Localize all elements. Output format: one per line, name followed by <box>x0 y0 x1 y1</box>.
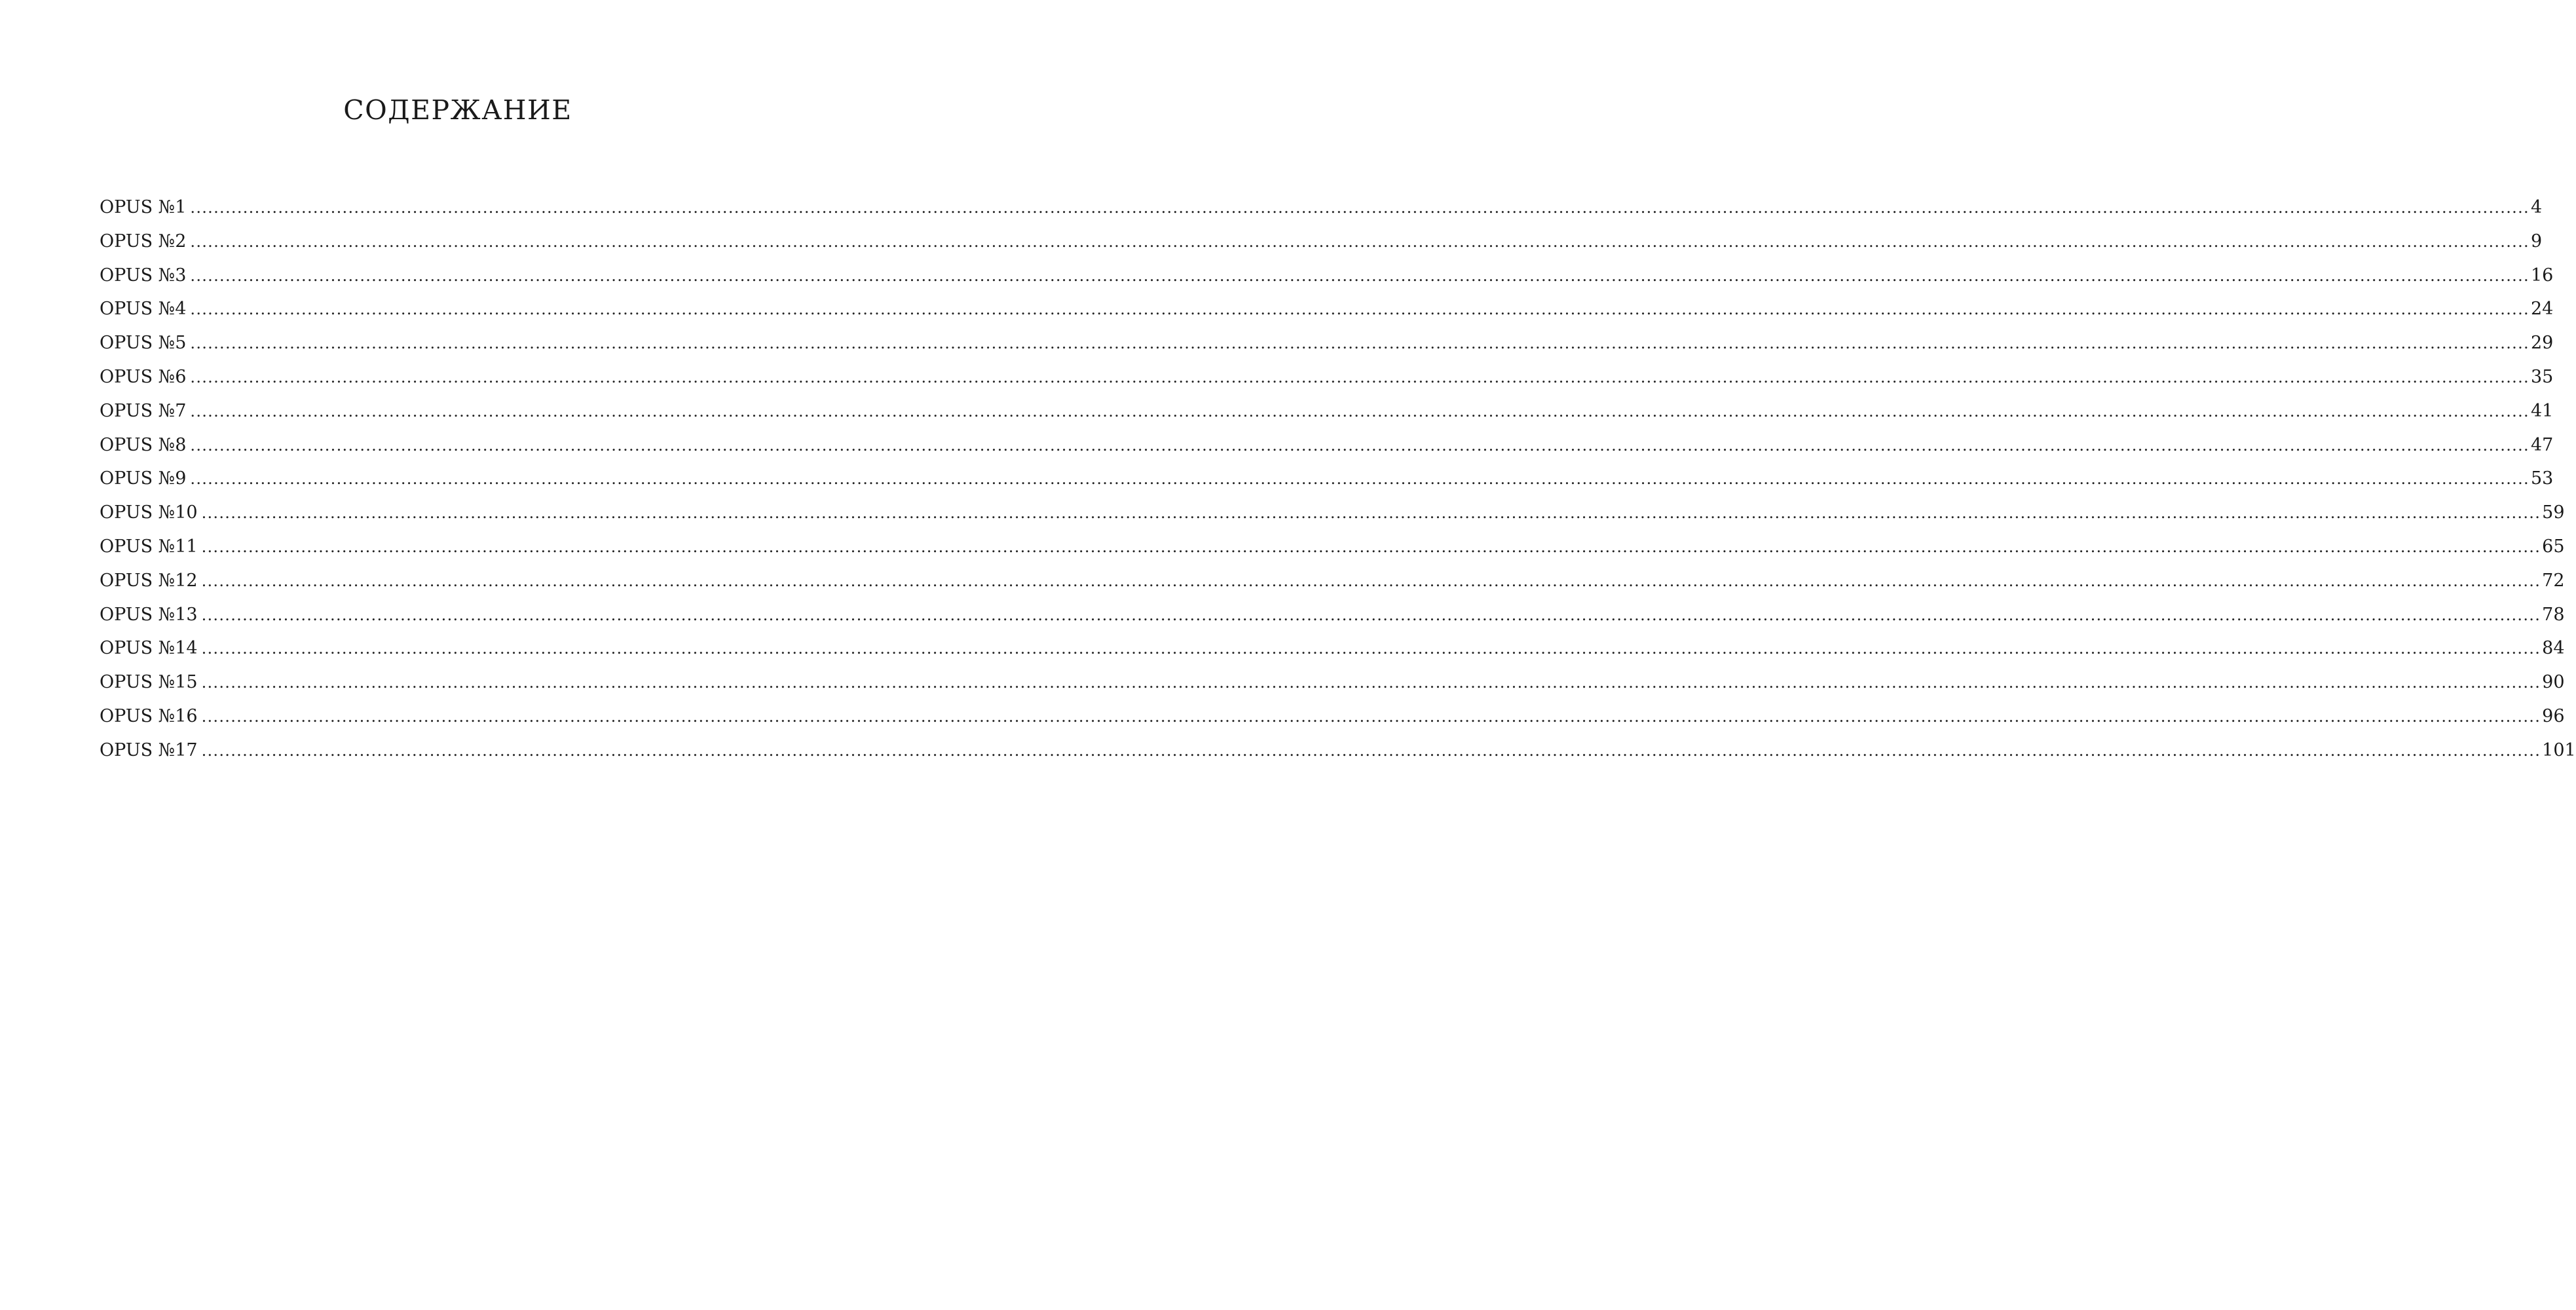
toc-entry-label: OPUS №12 <box>100 570 198 591</box>
toc-dot-leader: ................................................................................................................................................................................................................................................................................................................................................................................................................ <box>190 470 2529 489</box>
toc-entry-label: OPUS №6 <box>100 366 187 387</box>
toc-entry-page-number: 72 <box>2542 570 2565 591</box>
toc-dot-leader: ................................................................................................................................................................................................................................................................................................................................................................................................................ <box>201 639 2541 658</box>
toc-entry-page-number: 65 <box>2542 536 2565 557</box>
toc-entry-page-number: 16 <box>2530 265 2554 286</box>
toc-entry-page-number: 90 <box>2542 672 2565 693</box>
toc-entry-label: OPUS №14 <box>100 638 198 659</box>
table-of-contents <box>100 195 2576 772</box>
toc-entry-page-number: 35 <box>2530 366 2554 387</box>
toc-entry-label: OPUS №2 <box>100 231 187 252</box>
toc-entry <box>100 500 2565 534</box>
toc-entry-page-number: 4 <box>2530 197 2543 217</box>
toc-entry <box>100 330 2554 364</box>
toc-entry <box>100 195 2543 229</box>
toc-entry-page-number: 84 <box>2542 638 2565 659</box>
toc-dot-leader: ................................................................................................................................................................................................................................................................................................................................................................................................................ <box>190 266 2529 285</box>
toc-entry-page-number: 41 <box>2530 400 2554 421</box>
toc-entry-page-number: 24 <box>2530 299 2554 320</box>
toc-entry <box>100 296 2554 330</box>
toc-entry <box>100 466 2554 500</box>
toc-dot-leader: ................................................................................................................................................................................................................................................................................................................................................................................................................ <box>190 436 2529 455</box>
toc-entry <box>100 534 2565 568</box>
toc-entry-page-number: 53 <box>2530 468 2554 489</box>
toc-entry <box>100 703 2565 738</box>
toc-entry <box>100 602 2565 636</box>
toc-entry-label: OPUS №13 <box>100 604 198 625</box>
toc-dot-leader: ................................................................................................................................................................................................................................................................................................................................................................................................................ <box>190 367 2529 386</box>
toc-entry <box>100 263 2554 297</box>
toc-entry <box>100 669 2565 703</box>
toc-entry-page-number: 29 <box>2530 333 2554 354</box>
toc-entry-label: OPUS №5 <box>100 333 187 354</box>
toc-entry-page-number: 59 <box>2542 502 2565 523</box>
toc-dot-leader: ................................................................................................................................................................................................................................................................................................................................................................................................................ <box>190 402 2529 421</box>
toc-entry-page-number: 78 <box>2542 604 2565 625</box>
toc-dot-leader: ................................................................................................................................................................................................................................................................................................................................................................................................................ <box>190 334 2529 353</box>
toc-entry-label: OPUS №10 <box>100 502 198 523</box>
toc-entry <box>100 635 2565 669</box>
toc-dot-leader: ................................................................................................................................................................................................................................................................................................................................................................................................................ <box>190 232 2529 251</box>
toc-entry-label: OPUS №16 <box>100 705 198 726</box>
toc-entry-page-number: 101 <box>2542 739 2576 760</box>
toc-dot-leader: ................................................................................................................................................................................................................................................................................................................................................................................................................ <box>190 300 2529 319</box>
toc-entry <box>100 229 2543 263</box>
toc-entry-label: OPUS №11 <box>100 536 198 557</box>
toc-dot-leader: ................................................................................................................................................................................................................................................................................................................................................................................................................ <box>201 537 2541 556</box>
toc-dot-leader: ................................................................................................................................................................................................................................................................................................................................................................................................................ <box>201 504 2541 523</box>
toc-entry <box>100 568 2565 602</box>
toc-entry-label: OPUS №17 <box>100 739 198 760</box>
toc-entry <box>100 432 2554 466</box>
toc-entry-label: OPUS №4 <box>100 299 187 320</box>
toc-dot-leader: ................................................................................................................................................................................................................................................................................................................................................................................................................ <box>201 605 2541 624</box>
toc-entry-label: OPUS №7 <box>100 400 187 421</box>
toc-entry-label: OPUS №3 <box>100 265 187 286</box>
toc-entry-label: OPUS №8 <box>100 434 187 455</box>
toc-entry-page-number: 9 <box>2530 231 2543 252</box>
toc-entry-label: OPUS №9 <box>100 468 187 489</box>
toc-dot-leader: ................................................................................................................................................................................................................................................................................................................................................................................................................ <box>190 198 2529 217</box>
toc-entry-label: OPUS №1 <box>100 197 187 217</box>
toc-dot-leader: ................................................................................................................................................................................................................................................................................................................................................................................................................ <box>201 673 2541 692</box>
toc-dot-leader: ................................................................................................................................................................................................................................................................................................................................................................................................................ <box>201 707 2541 726</box>
toc-entry-label: OPUS №15 <box>100 672 198 693</box>
toc-entry <box>100 364 2554 398</box>
toc-entry-page-number: 96 <box>2542 705 2565 726</box>
page-title: СОДЕРЖАНИЕ <box>343 94 572 126</box>
toc-dot-leader: ................................................................................................................................................................................................................................................................................................................................................................................................................ <box>201 571 2541 590</box>
toc-dot-leader: ................................................................................................................................................................................................................................................................................................................................................................................................................ <box>201 741 2541 760</box>
toc-entry <box>100 738 2576 772</box>
toc-entry <box>100 398 2554 432</box>
toc-entry-page-number: 47 <box>2530 434 2554 455</box>
